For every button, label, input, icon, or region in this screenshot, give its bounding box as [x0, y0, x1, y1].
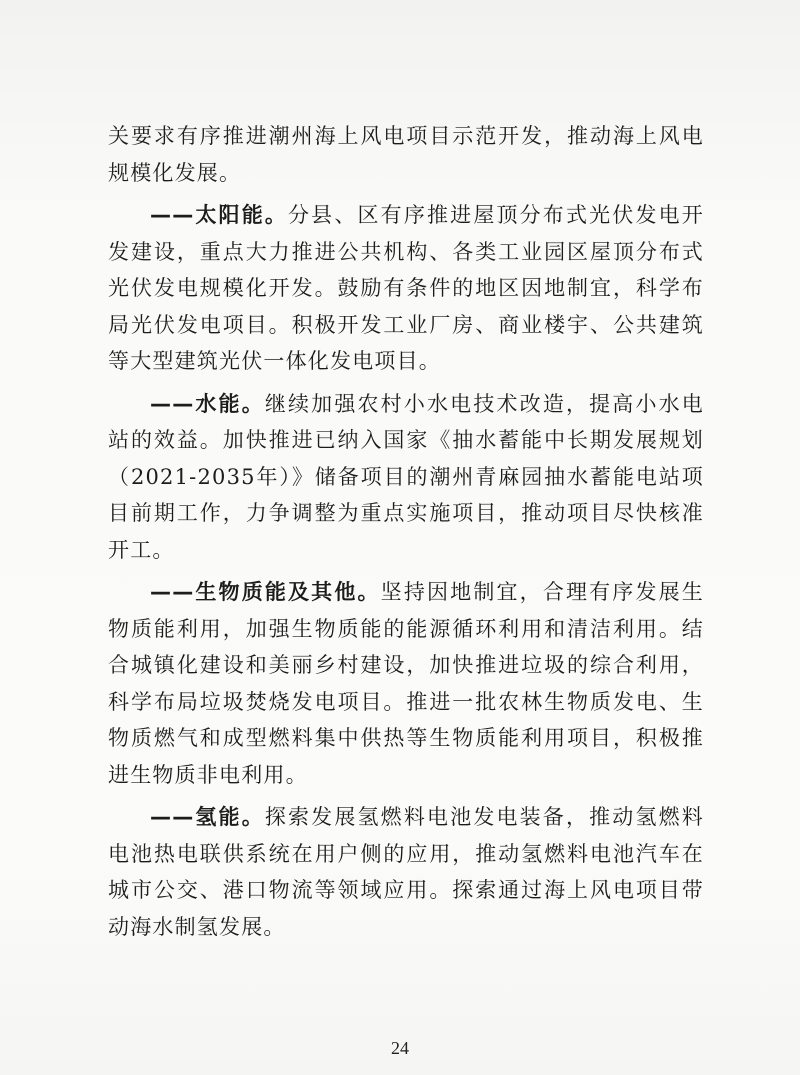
paragraph-text: 关要求有序推进潮州海上风电项目示范开发，推动海上风电规模化发展。	[108, 124, 704, 185]
paragraph-lead: ——太阳能。	[150, 203, 289, 227]
paragraph-lead: ——生物质能及其他。	[150, 580, 381, 604]
paragraph-lead: ——水能。	[150, 391, 265, 416]
paragraph-lead: ——氢能。	[150, 805, 265, 829]
page-number: 24	[391, 1038, 409, 1058]
paragraph-wind-continuation	[108, 118, 704, 191]
document-body	[108, 118, 704, 951]
paragraph-solar	[108, 197, 704, 380]
paragraph-text: 分县、区有序推进屋顶分布式光伏发电开发建设，重点大力推进公共机构、各类工业园区屋顶分布式光伏发电规模化开发。鼓励有条件的地区因地制宜，科学布局光伏发电项目。积极开发工业厂房、商业楼宇、公共建筑等大型建筑光伏一体化发电项目。	[108, 203, 704, 373]
paragraph-biomass	[108, 574, 704, 793]
paragraph-hydro	[108, 386, 704, 569]
paragraph-hydrogen	[108, 799, 704, 945]
paragraph-text: 继续加强农村小水电技术改造，提高小水电站的效益。加快推进已纳入国家《抽水蓄能中长期发展规划（2021-2035年）》储备项目的潮州青麻园抽水蓄能电站项目前期工作，力争调整为重点实施项目，推动项目尽快核准开工。	[108, 391, 704, 562]
paragraph-text: 探索发展氢燃料电池发电装备，推动氢燃料电池热电联供系统在用户侧的应用，推动氢燃料电池汽车在城市公交、港口物流等领域应用。探索通过海上风电项目带动海水制氢发展。	[108, 805, 704, 939]
paragraph-text: 坚持因地制宜，合理有序发展生物质能利用，加强生物质能的能源循环利用和清洁利用。结合城镇化建设和美丽乡村建设，加快推进垃圾的综合利用，科学布局垃圾焚烧发电项目。推进一批农林生物质发电、生物质燃气和成型燃料集中供热等生物质能利用项目，积极推进生物质非电利用。	[108, 580, 704, 787]
